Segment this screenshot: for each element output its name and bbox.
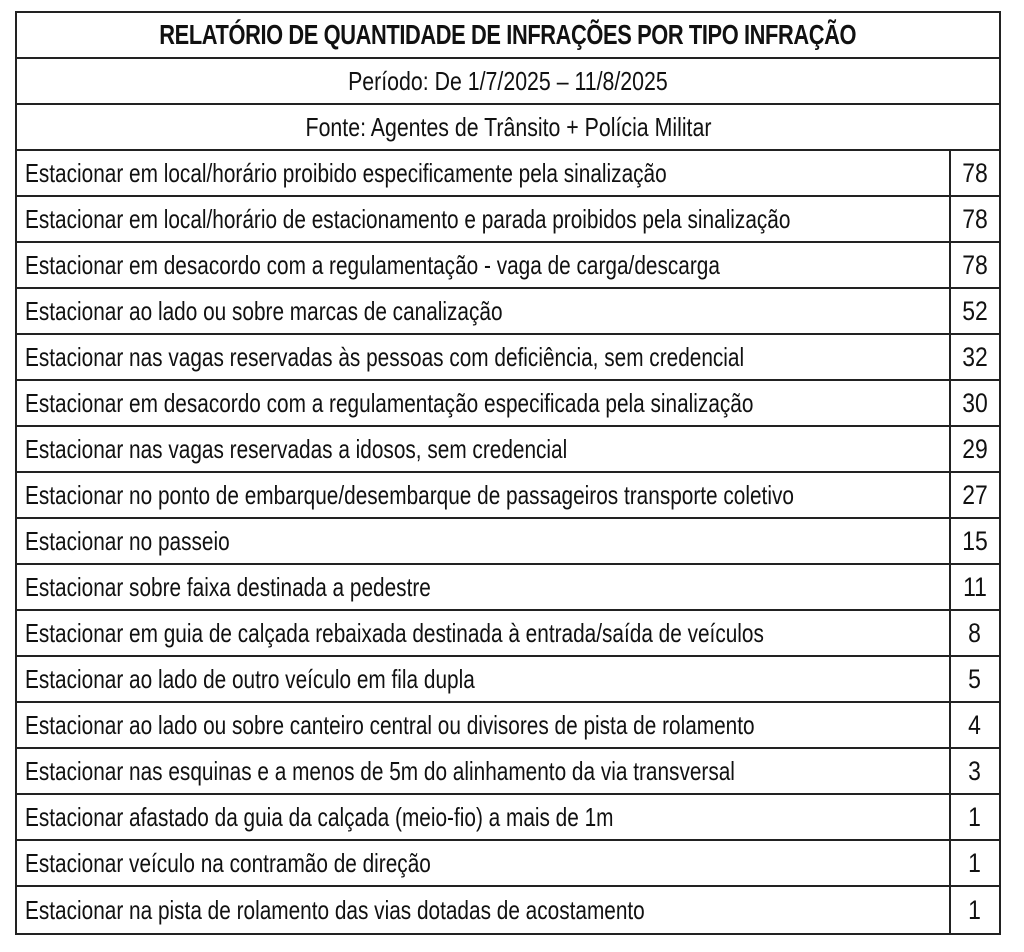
table-row bbox=[17, 519, 999, 565]
infraction-count-text: 1 bbox=[968, 801, 982, 832]
infraction-count bbox=[951, 841, 999, 885]
table-row bbox=[17, 473, 999, 519]
table-row bbox=[17, 611, 999, 657]
infraction-count bbox=[951, 473, 999, 517]
table-row bbox=[17, 841, 999, 887]
table-row bbox=[17, 381, 999, 427]
infraction-count-text: 27 bbox=[962, 479, 988, 510]
table-row bbox=[17, 749, 999, 795]
infraction-description-text: Estacionar ao lado ou sobre canteiro central ou divisores de pista de rolamento bbox=[25, 709, 755, 740]
infraction-description bbox=[17, 887, 951, 933]
infraction-description bbox=[17, 565, 951, 609]
infraction-count-text: 78 bbox=[962, 249, 988, 280]
infractions-report-table bbox=[15, 11, 1001, 935]
report-title: RELATÓRIO DE QUANTIDADE DE INFRAÇÕES POR TIPO INFRAÇÃO bbox=[17, 13, 999, 59]
infraction-count bbox=[951, 243, 999, 287]
infraction-count-text: 78 bbox=[962, 157, 988, 188]
table-row bbox=[17, 197, 999, 243]
infraction-description-text: Estacionar em desacordo com a regulamentação - vaga de carga/descarga bbox=[25, 249, 720, 280]
infraction-description-text: Estacionar afastado da guia da calçada (meio-fio) a mais de 1m bbox=[25, 801, 614, 832]
infraction-count bbox=[951, 335, 999, 379]
table-row bbox=[17, 565, 999, 611]
infraction-count bbox=[951, 887, 999, 933]
infraction-description-text: Estacionar em local/horário de estacionamento e parada proibidos pela sinalização bbox=[25, 203, 791, 234]
infraction-count bbox=[951, 657, 999, 701]
infraction-count bbox=[951, 519, 999, 563]
infraction-count bbox=[951, 289, 999, 333]
table-row bbox=[17, 335, 999, 381]
infraction-description bbox=[17, 289, 951, 333]
table-row bbox=[17, 427, 999, 473]
table-row bbox=[17, 795, 999, 841]
table-row bbox=[17, 657, 999, 703]
table-row bbox=[17, 151, 999, 197]
infraction-count-text: 11 bbox=[963, 571, 987, 602]
infraction-count-text: 15 bbox=[962, 525, 988, 556]
infraction-description bbox=[17, 197, 951, 241]
infraction-count bbox=[951, 151, 999, 195]
infraction-count bbox=[951, 381, 999, 425]
infraction-count-text: 4 bbox=[968, 709, 982, 740]
infraction-description bbox=[17, 703, 951, 747]
infraction-description bbox=[17, 473, 951, 517]
infraction-count bbox=[951, 611, 999, 655]
infraction-description bbox=[17, 519, 951, 563]
infraction-description-text: Estacionar veículo na contramão de direção bbox=[25, 847, 431, 878]
infraction-description bbox=[17, 657, 951, 701]
report-period: Período: De 1/7/2025 – 11/8/2025 bbox=[17, 59, 999, 105]
infraction-description-text: Estacionar na pista de rolamento das vias dotadas de acostamento bbox=[25, 894, 645, 925]
infraction-count bbox=[951, 703, 999, 747]
infraction-count bbox=[951, 749, 999, 793]
infraction-count bbox=[951, 795, 999, 839]
table-row bbox=[17, 887, 999, 933]
infraction-count-text: 1 bbox=[968, 894, 982, 925]
table-row bbox=[17, 243, 999, 289]
infraction-description-text: Estacionar nas vagas reservadas a idosos, sem credencial bbox=[25, 433, 568, 464]
infraction-description-text: Estacionar sobre faixa destinada a pedestre bbox=[25, 571, 431, 602]
infraction-description-text: Estacionar em local/horário proibido especificamente pela sinalização bbox=[25, 157, 667, 188]
infraction-description-text: Estacionar no passeio bbox=[25, 525, 230, 556]
infraction-count-text: 32 bbox=[962, 341, 988, 372]
report-rows bbox=[17, 151, 999, 933]
infraction-description-text: Estacionar em desacordo com a regulamentação especificada pela sinalização bbox=[25, 387, 754, 418]
infraction-description-text: Estacionar ao lado ou sobre marcas de canalização bbox=[25, 295, 503, 326]
infraction-description bbox=[17, 335, 951, 379]
infraction-description bbox=[17, 381, 951, 425]
infraction-count bbox=[951, 565, 999, 609]
infraction-count bbox=[951, 197, 999, 241]
infraction-description-text: Estacionar em guia de calçada rebaixada destinada à entrada/saída de veículos bbox=[25, 617, 764, 648]
infraction-description bbox=[17, 795, 951, 839]
infraction-count-text: 78 bbox=[962, 203, 988, 234]
infraction-count-text: 5 bbox=[968, 663, 982, 694]
infraction-description bbox=[17, 749, 951, 793]
infraction-description-text: Estacionar ao lado de outro veículo em fila dupla bbox=[25, 663, 475, 694]
infraction-count-text: 52 bbox=[962, 295, 988, 326]
report-source: Fonte: Agentes de Trânsito + Polícia Militar bbox=[17, 105, 999, 151]
infraction-description-text: Estacionar nas vagas reservadas às pessoas com deficiência, sem credencial bbox=[25, 341, 745, 372]
infraction-count bbox=[951, 427, 999, 471]
infraction-count-text: 8 bbox=[968, 617, 982, 648]
infraction-count-text: 1 bbox=[968, 847, 982, 878]
infraction-description bbox=[17, 611, 951, 655]
infraction-count-text: 3 bbox=[968, 755, 982, 786]
infraction-description bbox=[17, 841, 951, 885]
table-row bbox=[17, 289, 999, 335]
infraction-count-text: 30 bbox=[962, 387, 988, 418]
infraction-description-text: Estacionar no ponto de embarque/desembarque de passageiros transporte coletivo bbox=[25, 479, 794, 510]
infraction-count-text: 29 bbox=[962, 433, 988, 464]
infraction-description bbox=[17, 243, 951, 287]
infraction-description bbox=[17, 427, 951, 471]
infraction-description-text: Estacionar nas esquinas e a menos de 5m do alinhamento da via transversal bbox=[25, 755, 735, 786]
table-row bbox=[17, 703, 999, 749]
infraction-description bbox=[17, 151, 951, 195]
